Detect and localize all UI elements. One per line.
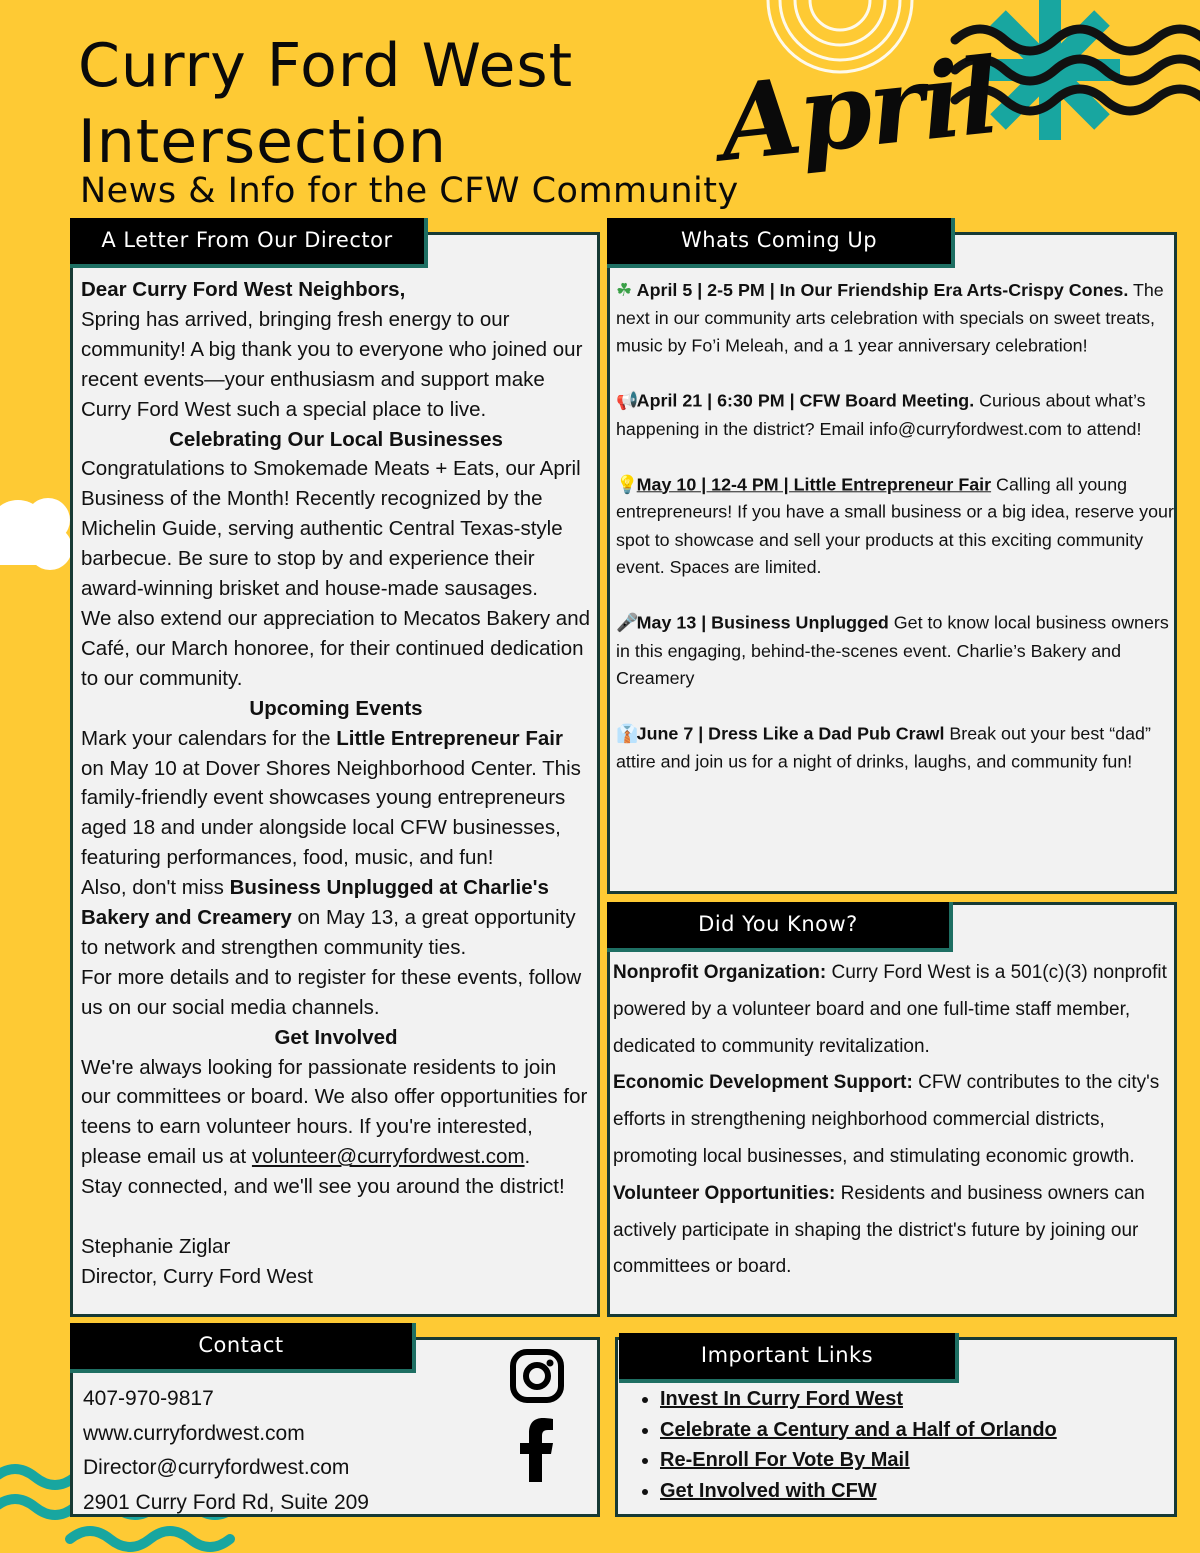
volunteer-email-link[interactable]: volunteer@curryfordwest.com <box>251 1145 525 1169</box>
events-paragraph-3: For more details and to register for these events, follow us on our social media channels. <box>81 965 582 1019</box>
heading-upcoming-events: Upcoming Events <box>249 696 423 720</box>
did-you-know-panel <box>607 902 1177 1317</box>
business-paragraph-2: We also extend our appreciation to Mecatos Bakery and Café, our March honoree, for their continued dedication to our community. <box>81 606 590 690</box>
events-tab-label: Whats Coming Up <box>607 218 955 268</box>
fact-item: Economic Development Support: CFW contributes to the city's efforts in strengthening neighborhood commercial districts, promoting local businesses, and stimulating economic growth. <box>613 1072 1160 1167</box>
event-item: ☘ April 5 | 2-5 PM | In Our Friendship Era Arts-Crispy Cones. The next in our community arts celebration with specials on sweet treats, music by Fo’i Meleah, and a 1 year anniversary celebration! <box>616 277 1180 360</box>
heading-get-involved: Get Involved <box>274 1025 398 1049</box>
event-item: 📢April 21 | 6:30 PM | CFW Board Meeting. Curious about what’s happening in the district? Email info@curryfordwest.com to attend! <box>616 388 1180 443</box>
contact-website[interactable]: www.curryfordwest.com <box>83 1421 305 1445</box>
signoff-name: Stephanie Ziglar <box>81 1235 231 1258</box>
important-link[interactable]: • Celebrate a Century and a Half of Orlando <box>660 1415 1057 1446</box>
letter-intro: Spring has arrived, bringing fresh energy to our community! A big thank you to everyone who joined our recent events—your enthusiasm and support make Curry Ford West such a special place to live. <box>81 307 583 421</box>
event-item: 🎤May 13 | Business Unplugged Get to know local business owners in this engaging, behind-the-scenes event. Charlie’s Bakery and Creamery <box>616 610 1180 693</box>
fact-item: Volunteer Opportunities: Residents and business owners can actively participate in shaping the district's future by joining our committees or board. <box>613 1182 1145 1278</box>
fact-item: Nonprofit Organization: Curry Ford West is a 501(c)(3) nonprofit powered by a volunteer board and one full-time staff member, dedicated to community revitalization. <box>613 962 1167 1057</box>
title-line-1: Curry Ford West <box>78 31 574 101</box>
did-you-know-tab-label: Did You Know? <box>607 902 953 952</box>
month-script-label: April <box>714 33 1003 186</box>
event-item: 💡May 10 | 12-4 PM | Little Entrepreneur Fair Calling all young entrepreneurs! If you have a small business or a big idea, reserve your spot to showcase and sell your products at this exciting community event. Spaces are limited. <box>616 471 1180 582</box>
signoff-title: Director, Curry Ford West <box>81 1264 313 1288</box>
contact-email[interactable]: Director@curryfordwest.com <box>83 1456 350 1479</box>
events-list <box>616 277 1180 804</box>
newsletter-subtitle: News & Info for the CFW Community <box>80 171 739 211</box>
important-link[interactable]: • Get Involved with CFW <box>660 1476 1057 1507</box>
necktie-icon: 👔 <box>616 724 639 745</box>
contact-details <box>83 1382 369 1520</box>
contact-phone[interactable]: 407-970-9817 <box>83 1387 214 1410</box>
facts-list <box>613 955 1170 1286</box>
letter-greeting: Dear Curry Ford West Neighbors, <box>81 278 406 301</box>
events-paragraph-1: Mark your calendars for the Little Entrepreneur Fair on May 10 at Dover Shores Neighborhood Center. This family-friendly event showcases young entrepreneurs aged 18 and under alongside local CFW businesses, featuring performances, food, music, and fun! <box>81 726 581 870</box>
newsletter-title <box>78 28 718 180</box>
instagram-icon[interactable] <box>509 1348 565 1404</box>
facebook-icon[interactable] <box>519 1418 555 1482</box>
title-line-2: Intersection <box>78 107 447 177</box>
contact-tab-label: Contact <box>70 1323 416 1373</box>
cloud-decoration <box>0 470 72 590</box>
heading-local-businesses: Celebrating Our Local Businesses <box>169 427 503 451</box>
links-list <box>636 1384 1057 1506</box>
stay-connected-text: Stay connected, and we'll see you around the district! <box>81 1175 565 1199</box>
clover-icon: ☘ <box>616 280 633 301</box>
letter-body <box>81 275 591 1292</box>
links-tab-label: Important Links <box>619 1333 959 1383</box>
event-item: 👔June 7 | Dress Like a Dad Pub Crawl Break out your best “dad” attire and join us for a night of drinks, laughs, and community fun! <box>616 721 1180 776</box>
important-link[interactable]: • Invest In Curry Ford West <box>660 1384 1057 1415</box>
contact-address: 2901 Curry Ford Rd, Suite 209 <box>83 1490 369 1514</box>
involved-paragraph: We're always looking for passionate residents to join our committees or board. We also offer opportunities for teens to earn volunteer hours. If you're interested, please email us at volunteer@curryfordwest.com. <box>81 1055 588 1169</box>
business-paragraph-1: Congratulations to Smokemade Meats + Eats, our April Business of the Month! Recently recognized by the Michelin Guide, serving authentic Central Texas-style barbecue. Be sure to stop by and experience their award-winning brisket and house-made sausages. <box>81 457 581 601</box>
events-paragraph-2: Also, don't miss Business Unplugged at Charlie's Bakery and Creamery on May 13, a great opportunity to network and strengthen community ties. <box>81 876 576 959</box>
megaphone-icon: 📢 <box>616 391 639 412</box>
important-link[interactable]: • Re-Enroll For Vote By Mail <box>660 1445 1057 1476</box>
lightbulb-icon: 💡 <box>616 474 639 495</box>
microphone-icon: 🎤 <box>616 613 639 634</box>
director-letter-panel <box>70 232 600 1317</box>
events-panel <box>607 232 1177 894</box>
letter-tab-label: A Letter From Our Director <box>70 218 428 268</box>
